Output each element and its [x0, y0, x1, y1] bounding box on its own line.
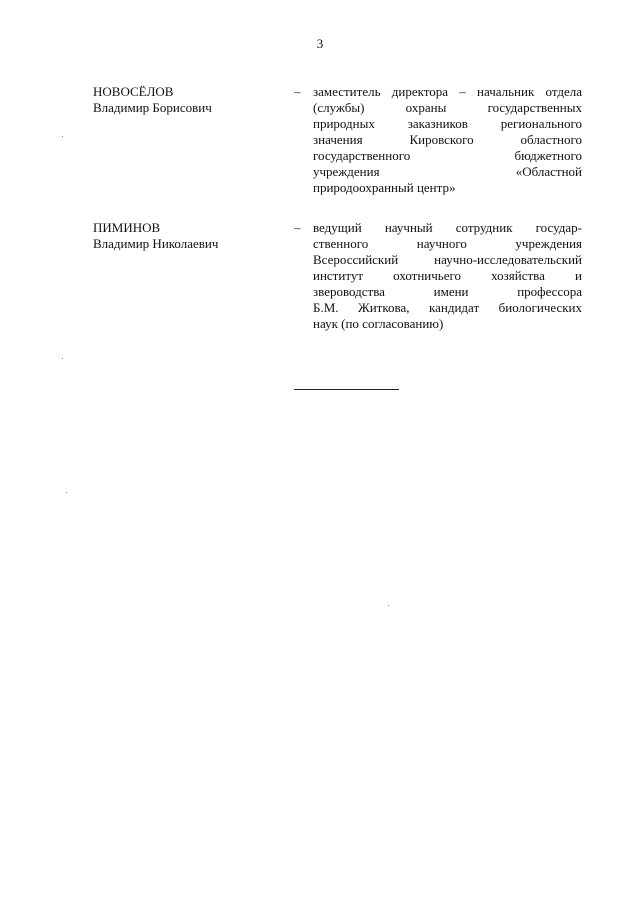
- scan-speck: [62, 358, 63, 359]
- scan-speck: [62, 136, 63, 137]
- member-given-names: Владимир Борисович: [93, 100, 212, 115]
- entry-dash: –: [294, 220, 301, 235]
- member-given-names: Владимир Николаевич: [93, 236, 219, 251]
- position-line: Всероссийский научно-исследовательский: [313, 252, 582, 267]
- end-separator-line: [294, 389, 399, 390]
- position-line: наук (по согласованию): [313, 316, 444, 331]
- position-line: институт охотничьего хозяйства и: [313, 268, 582, 283]
- position-line: природных заказников регионального: [313, 116, 582, 131]
- position-line: заместитель директора – начальник отдела: [313, 84, 582, 99]
- scan-speck: [66, 492, 67, 493]
- position-line: учреждения «Областной: [313, 164, 582, 179]
- page-number: 3: [316, 36, 324, 51]
- position-line: Б.М. Житкова, кандидат биологических: [313, 300, 582, 315]
- position-line: ственного научного учреждения: [313, 236, 582, 251]
- position-line: звероводства имени профессора: [313, 284, 582, 299]
- position-line: государственного бюджетного: [313, 148, 582, 163]
- position-line: значения Кировского областного: [313, 132, 582, 147]
- member-surname: НОВОСЁЛОВ: [93, 84, 174, 99]
- position-line: (службы) охраны государственных: [313, 100, 582, 115]
- member-surname: ПИМИНОВ: [93, 220, 161, 235]
- scan-speck: [388, 605, 389, 606]
- position-line: ведущий научный сотрудник государ-: [313, 220, 582, 235]
- position-line: природоохранный центр»: [313, 180, 456, 195]
- entry-dash: –: [294, 84, 301, 99]
